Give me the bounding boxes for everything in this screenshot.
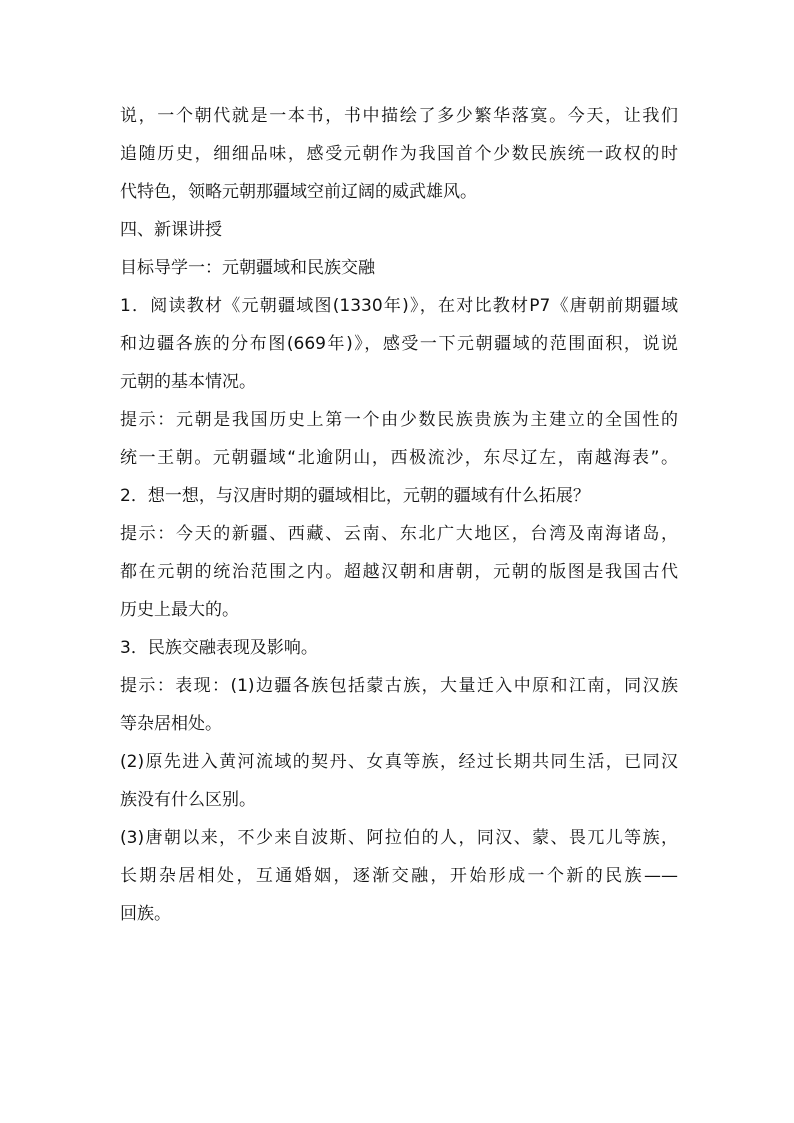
text-line: 回族。 xyxy=(120,904,171,924)
text-line: 提示：表现：(1)边疆各族包括蒙古族，大量迁入中原和江南，同汉族 xyxy=(120,676,678,696)
text-line: 目标导学一：元朝疆域和民族交融 xyxy=(120,258,375,278)
text-line: 长期杂居相处，互通婚姻，逐渐交融，开始形成一个新的民族—— xyxy=(120,866,678,886)
text-line: 代特色，领略元朝那疆域空前辽阔的威武雄风。 xyxy=(120,182,477,202)
text-line: 提示：元朝是我国历史上第一个由少数民族贵族为主建立的全国性的 xyxy=(120,410,678,430)
text-line: 元朝的基本情况。 xyxy=(120,372,256,392)
text-line: 说，一个朝代就是一本书，书中描绘了多少繁华落寞。今天，让我们 xyxy=(120,106,678,126)
text-line: (2)原先进入黄河流域的契丹、女真等族，经过长期共同生活，已同汉 xyxy=(120,752,678,772)
text-line: 和边疆各族的分布图(669年)》，感受一下元朝疆域的范围面积，说说 xyxy=(120,334,678,354)
text-line: 2．想一想，与汉唐时期的疆域相比，元朝的疆域有什么拓展？ xyxy=(120,486,590,506)
text-line: (3)唐朝以来，不少来自波斯、阿拉伯的人，同汉、蒙、畏兀儿等族， xyxy=(120,828,678,848)
document-body xyxy=(120,97,678,933)
text-line: 等杂居相处。 xyxy=(120,714,222,734)
text-line: 提示：今天的新疆、西藏、云南、东北广大地区，台湾及南海诸岛， xyxy=(120,524,678,544)
text-line: 历史上最大的。 xyxy=(120,600,239,620)
text-line: 四、新课讲授 xyxy=(120,220,222,240)
text-line: 1．阅读教材《元朝疆域图(1330年)》，在对比教材P7《唐朝前期疆域 xyxy=(120,296,678,316)
text-line: 统一王朝。元朝疆域“北逾阴山，西极流沙，东尽辽左，南越海表”。 xyxy=(120,448,678,468)
text-line: 都在元朝的统治范围之内。超越汉朝和唐朝，元朝的版图是我国古代 xyxy=(120,562,678,582)
text-line: 追随历史，细细品味，感受元朝作为我国首个少数民族统一政权的时 xyxy=(120,144,678,164)
text-line: 3．民族交融表现及影响。 xyxy=(120,638,318,658)
text-line: 族没有什么区别。 xyxy=(120,790,256,810)
